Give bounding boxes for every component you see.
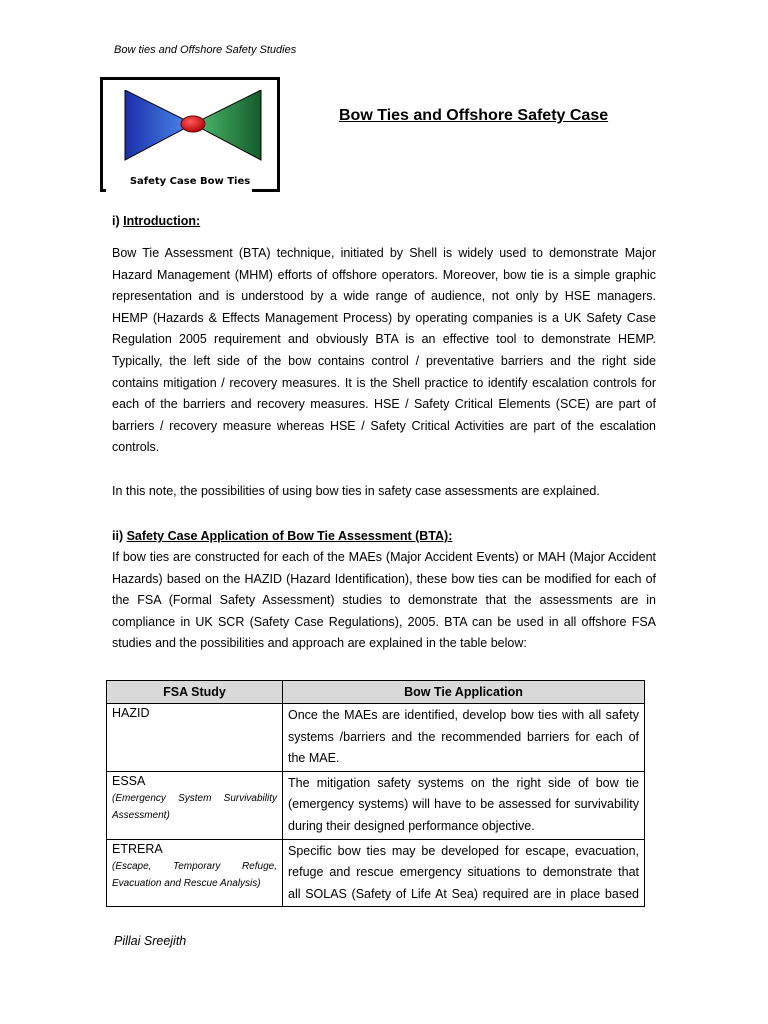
section2-heading: ii) Safety Case Application of Bow Tie Assessment (BTA): [112,529,453,543]
table-header-row [107,681,645,704]
study-cell [107,771,283,839]
fsa-table [106,680,645,907]
section2-paragraph: If bow ties are constructed for each of the MAEs (Major Accident Events) or MAH (Major Accident Hazards) based on the HAZID (Hazard Identification), these bow ties can be modified for each of the FSA (Formal Safety Assessment) studies to demonstrate that the assessments are in compliance in UK SCR (Safety Case Regulations), 2005. BTA can be used in all offshore FSA studies and the possibilities and approach are explained in the table below: [112,550,656,651]
intro-note: In this note, the possibilities of using bow ties in safety case assessments are explained. [112,484,600,498]
table-row [107,839,645,907]
study-name: ESSA [112,773,146,788]
table-row [107,704,645,772]
header-fsa-study: FSA Study [107,681,283,704]
header-bow-tie-application: Bow Tie Application [283,681,645,704]
footer-author: Pillai Sreejith [114,934,187,948]
application-cell: Once the MAEs are identified, develop bow ties with all safety systems /barriers and the recommended barriers for each of the MAE. [283,704,645,772]
application-cell: The mitigation safety systems on the right side of bow tie (emergency systems) will have to be assessed for survivability during their designed performance objective. [283,771,645,839]
study-name: ETRERA [112,841,163,856]
document-title: Bow Ties and Offshore Safety Case [339,107,609,124]
running-header: Bow ties and Offshore Safety Studies [114,44,297,56]
bow-tie-logo [100,77,280,189]
study-name: HAZID [112,706,150,720]
intro-heading: i) Introduction: [112,214,201,228]
study-cell [107,704,283,772]
logo-caption: Safety Case Bow Ties [129,176,251,187]
bow-tie-icon [123,90,263,162]
table-row [107,771,645,839]
intro-paragraph: Bow Tie Assessment (BTA) technique, initiated by Shell is widely used to demonstrate Major Hazard Management (MHM) efforts of offshore operators. Moreover, bow tie is a simple graphic representation and is understood by a wide range of audience, not only by HSE managers. HEMP (Hazards & Effects Management Process) by operating companies is a UK Safety Case Regulation 2005 requirement and obviously BTA is an effective tool to demonstrate HEMP. Typically, the left side of the bow contains control / preventative barriers and the right side contains mitigation / recovery measures. It is the Shell practice to identify escalation controls for each of the barriers and recovery measures. HSE / Safety Critical Elements (SCE) are part of barriers / recovery measure whereas HSE / Safety Critical Activities are part of the escalation controls. [112,246,656,455]
application-cell: Specific bow ties may be developed for escape, evacuation, refuge and rescue emergency situations to demonstrate that all SOLAS (Safety of Life At Sea) required are in place based [283,839,645,907]
study-cell [107,839,283,907]
study-description: (Escape, Temporary Refuge, Evacuation and Rescue Analysis) [112,860,277,889]
study-description: (Emergency System Survivability Assessment) [112,792,277,821]
